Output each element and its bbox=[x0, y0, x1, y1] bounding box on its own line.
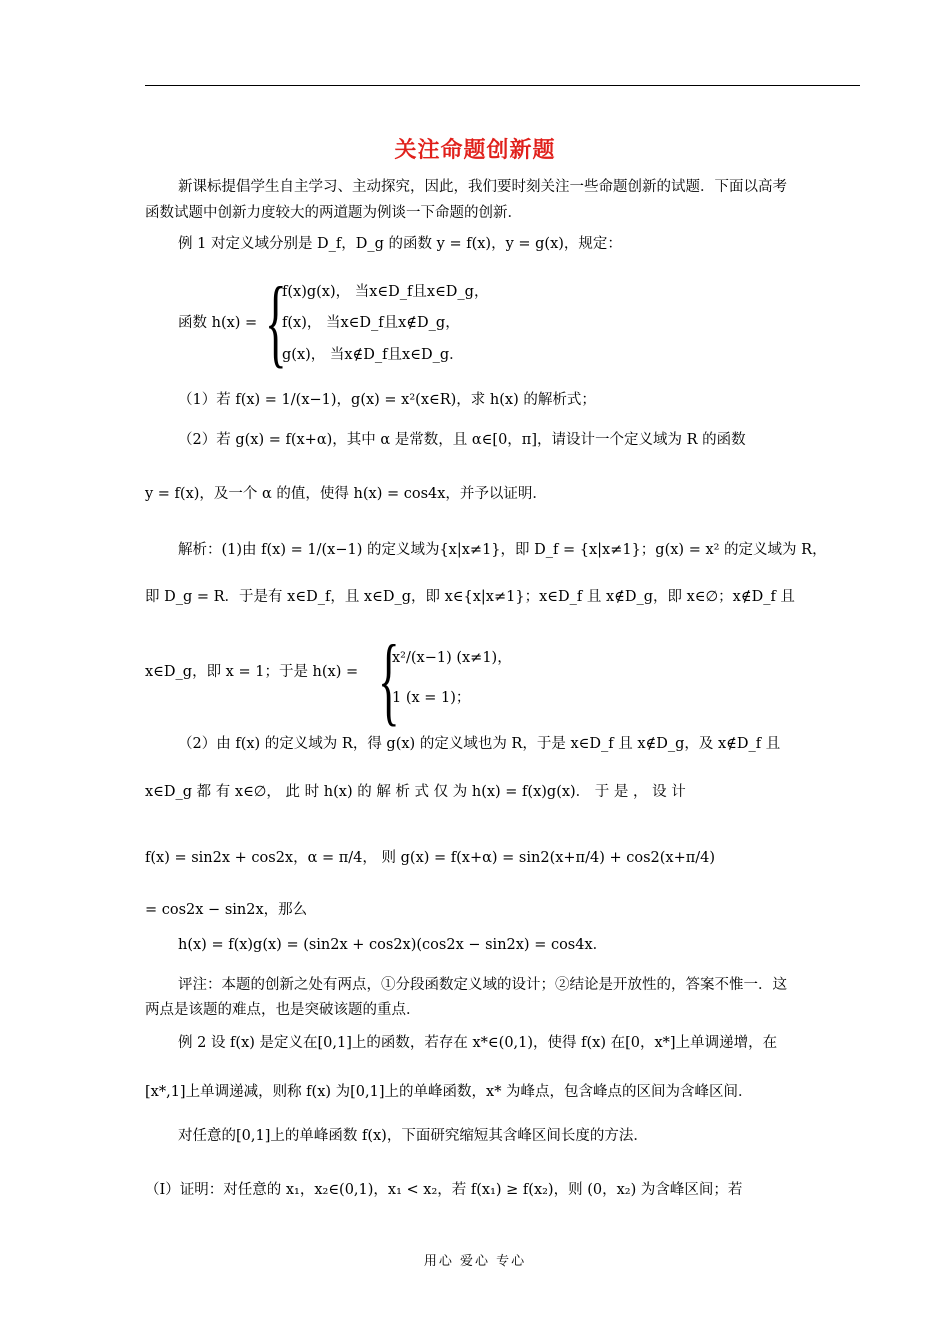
piecewise-case-1: f(x)g(x)， 当x∈D_f且x∈D_g， bbox=[282, 284, 489, 300]
page-footer: 用心 爱心 专心 bbox=[423, 1254, 527, 1269]
question-1: （1）若 f(x) = 1/(x−1)，g(x) = x²(x∈R)，求 h(x) 的解析式； bbox=[178, 392, 596, 408]
example1-statement: 例 1 对定义域分别是 D_f，D_g 的函数 y = f(x)，y = g(x)，规定： bbox=[178, 236, 622, 252]
comment-line-2: 两点是该题的难点，也是突破该题的重点． bbox=[145, 1002, 421, 1018]
piecewise-case-2: f(x)， 当x∈D_f且x∉D_g， bbox=[282, 315, 460, 331]
comment-line-1: 评注：本题的创新之处有两点，①分段函数定义域的设计；②结论是开放性的，答案不惟一．这 bbox=[178, 977, 787, 993]
solution-part2-line-3: f(x) = sin2x + cos2x，α = π/4， 则 g(x) = f(x+α) = sin2(x+π/4) + cos2(x+π/4) bbox=[145, 850, 716, 866]
page-title: 关注命题创新题 bbox=[394, 137, 556, 163]
piecewise-brace: { bbox=[265, 266, 287, 377]
intro-line-2: 函数试题中创新力度较大的两道题为例谈一下命题的创新． bbox=[145, 205, 522, 221]
solution-line-3: x∈D_g，即 x = 1；于是 h(x) = bbox=[145, 664, 359, 680]
example2-line-3: 对任意的[0,1]上的单峰函数 f(x)，下面研究缩短其含峰区间长度的方法． bbox=[178, 1128, 648, 1144]
solution-case-b: 1 (x = 1)； bbox=[392, 690, 471, 706]
question-2-line-1: （2）若 g(x) = f(x+α)，其中 α 是常数，且 α∈[0，π]，请设计一个定义域为 R 的函数 bbox=[178, 432, 746, 448]
piecewise-case-3: g(x)， 当x∉D_f且x∈D_g． bbox=[282, 347, 464, 363]
solution-line-1: 解析：(1)由 f(x) = 1/(x−1) 的定义域为{x|x≠1}，即 D_f = {x|x≠1}；g(x) = x² 的定义域为 R， bbox=[178, 542, 827, 558]
example2-line-1: 例 2 设 f(x) 是定义在[0,1]上的函数，若存在 x*∈(0,1)，使得 f(x) 在[0，x*]上单调递增，在 bbox=[178, 1035, 778, 1051]
solution-part2-line-2: x∈D_g 都 有 x∈∅， 此 时 h(x) 的 解 析 式 仅 为 h(x) = f(x)g(x)． 于 是 ， 设 计 bbox=[145, 784, 686, 800]
intro-line-1: 新课标提倡学生自主学习、主动探究，因此，我们要时刻关注一些命题创新的试题．下面以高考 bbox=[178, 179, 787, 195]
solution-line-2: 即 D_g = R．于是有 x∈D_f，且 x∈D_g，即 x∈{x|x≠1}；x∈D_f 且 x∉D_g，即 x∈∅；x∉D_f 且 bbox=[145, 589, 795, 605]
example2-line-2: [x*,1]上单调递减，则称 f(x) 为[0,1]上的单峰函数，x* 为峰点，包含峰点的区间为含峰区间． bbox=[145, 1084, 753, 1100]
header-rule bbox=[145, 85, 860, 86]
example2-line-4: （Ⅰ）证明：对任意的 x₁，x₂∈(0,1)，x₁ < x₂，若 f(x₁) ≥ f(x₂)，则 (0，x₂) 为含峰区间；若 bbox=[145, 1182, 743, 1198]
solution-case-a: x²/(x−1) (x≠1)， bbox=[392, 650, 512, 666]
solution-part2-line-1: （2）由 f(x) 的定义域为 R，得 g(x) 的定义域也为 R，于是 x∈D_f 且 x∉D_g，及 x∉D_f 且 bbox=[178, 736, 781, 752]
solution-part2-line-4: = cos2x − sin2x，那么 bbox=[145, 902, 308, 918]
piecewise-brace-2: { bbox=[378, 624, 400, 735]
piecewise-label: 函数 h(x) = bbox=[178, 315, 258, 331]
solution-part2-line-5: h(x) = f(x)g(x) = (sin2x + cos2x)(cos2x − sin2x) = cos4x． bbox=[178, 937, 608, 953]
question-2-line-2: y = f(x)，及一个 α 的值，使得 h(x) = cos4x，并予以证明． bbox=[145, 486, 547, 502]
